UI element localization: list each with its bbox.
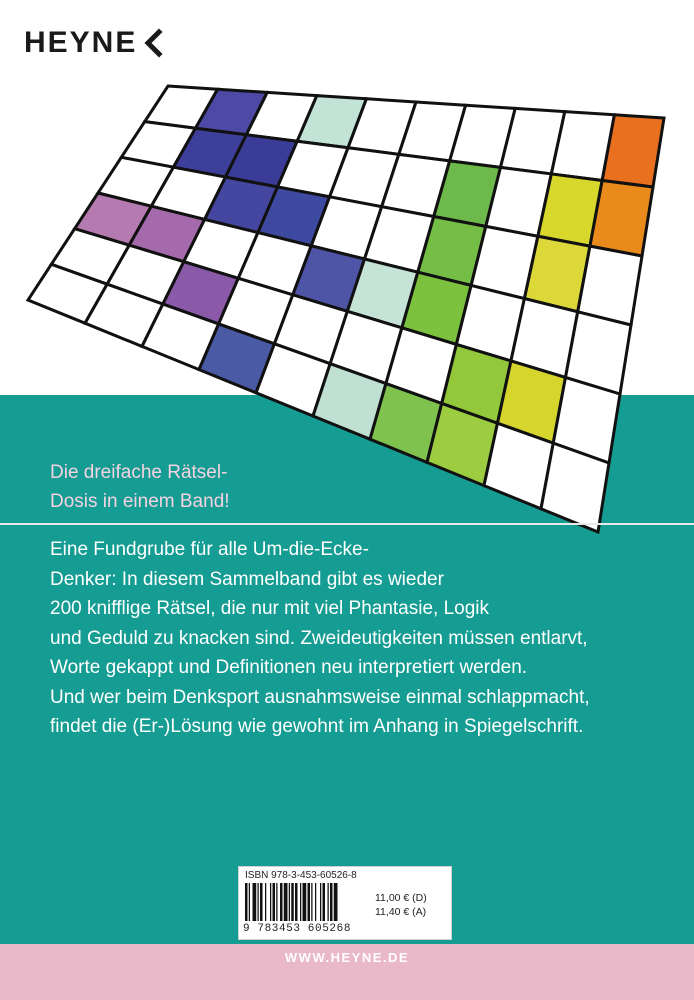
blurb-line: Eine Fundgrube für alle Um-die-Ecke-: [50, 539, 369, 560]
barcode-bar: [323, 883, 326, 921]
tagline-line: Die dreifache Rätsel-: [50, 462, 228, 483]
barcode-bar: [315, 883, 316, 921]
blurb-line: findet die (Er-)Lösung wie gewohnt im Anhang in Spiegelschrift.: [50, 716, 584, 737]
publisher-logo: [24, 28, 165, 58]
barcode-bar: [334, 883, 338, 921]
barcode-bar: [265, 883, 266, 921]
price-de: 11,00 € (D): [375, 892, 427, 904]
barcode-bar: [276, 883, 277, 921]
barcode-bar: [300, 883, 301, 921]
grid-cell: [590, 180, 653, 256]
blurb-line: Und wer beim Denksport ausnahmsweise einmal schlappmacht,: [50, 686, 590, 708]
barcode-bar: [253, 883, 257, 921]
divider-line: [0, 523, 694, 525]
logo-text: HEYNE: [24, 26, 138, 59]
barcode-bar: [291, 883, 294, 921]
barcode-bars: [245, 883, 365, 921]
price-list: [375, 891, 427, 919]
tagline: [50, 458, 230, 516]
barcode-bar: [249, 883, 250, 921]
website-url: WWW.HEYNE.DE: [284, 950, 410, 965]
blurb-text: [50, 535, 680, 742]
barcode-bar: [330, 883, 333, 921]
tagline-line: Dosis in einem Band!: [50, 491, 230, 512]
barcode-bar: [303, 883, 307, 921]
barcode-bar: [311, 883, 312, 921]
barcode-bar: [273, 883, 276, 921]
blurb-line: und Geduld zu knacken sind. Zweideutigkeiten müssen entlarvt,: [50, 627, 588, 649]
blurb-line: 200 knifflige Rätsel, die nur mit viel Phantasie, Logik: [50, 598, 490, 619]
isbn-text: ISBN 978-3-453-60526-8: [245, 870, 357, 881]
barcode-bar: [308, 883, 311, 921]
grid-cell: [602, 115, 664, 187]
barcode-bar: [280, 883, 283, 921]
barcode-label: [238, 866, 452, 940]
barcode-bar: [328, 883, 329, 921]
barcode-bar: [245, 883, 248, 921]
blurb-line: Denker: In diesem Sammelband gibt es wieder: [50, 568, 444, 590]
barcode-bar: [284, 883, 288, 921]
barcode-bar: [258, 883, 259, 921]
price-at: 11,40 € (A): [375, 906, 427, 918]
barcode-bar: [289, 883, 290, 921]
barcode-digits: 9 783453 605268: [243, 923, 352, 935]
barcode-bar: [295, 883, 298, 921]
barcode-bar: [270, 883, 271, 921]
blurb-line: Worte gekappt und Definitionen neu interpretiert werden.: [50, 657, 528, 678]
chevron-left-icon: [141, 28, 165, 58]
barcode-bar: [320, 883, 321, 921]
barcode-bar: [260, 883, 263, 921]
